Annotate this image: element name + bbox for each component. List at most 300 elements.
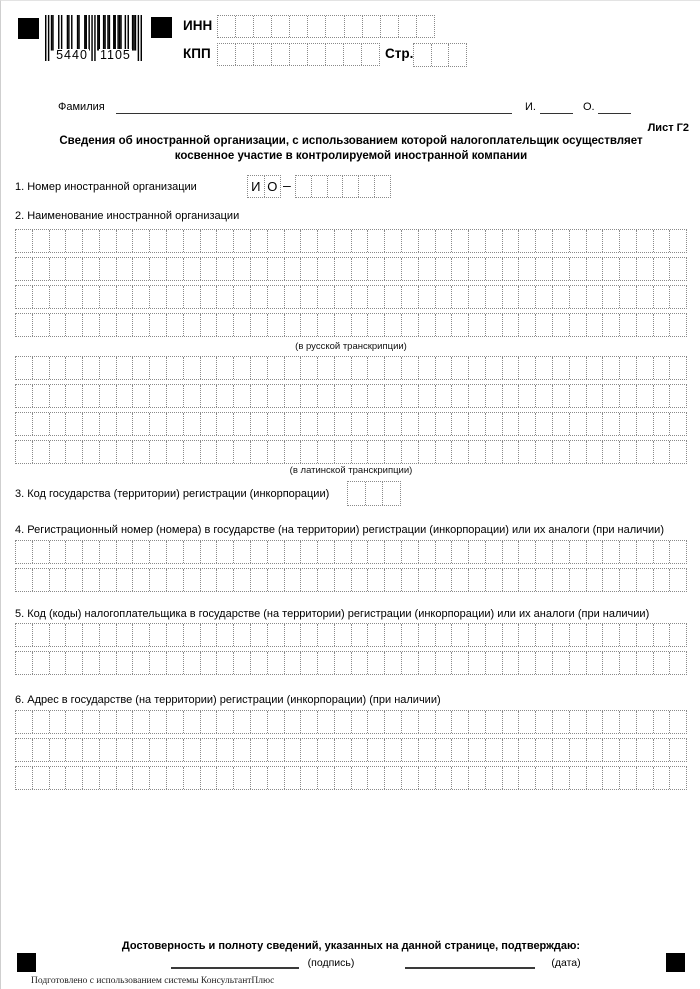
char-cell[interactable] <box>150 258 167 280</box>
char-cell[interactable] <box>570 767 587 789</box>
char-cell[interactable] <box>469 258 486 280</box>
char-cell[interactable] <box>452 230 469 252</box>
char-cell[interactable] <box>268 385 285 407</box>
char-cell[interactable] <box>335 624 352 646</box>
char-cell[interactable] <box>553 739 570 761</box>
char-cell[interactable] <box>352 739 369 761</box>
char-cell[interactable] <box>318 541 335 563</box>
char-cell[interactable] <box>570 258 587 280</box>
char-cell[interactable] <box>536 258 553 280</box>
char-cell[interactable] <box>326 16 344 37</box>
char-cell[interactable] <box>436 652 453 674</box>
char-cell[interactable] <box>519 652 536 674</box>
char-cell[interactable] <box>308 16 326 37</box>
char-cell[interactable] <box>570 711 587 733</box>
char-cell[interactable] <box>620 357 637 379</box>
char-cell[interactable] <box>637 541 654 563</box>
grid-row[interactable] <box>15 412 687 436</box>
char-cell[interactable] <box>402 357 419 379</box>
char-cell[interactable] <box>184 711 201 733</box>
char-cell[interactable] <box>335 258 352 280</box>
char-cell[interactable] <box>117 413 134 435</box>
char-cell[interactable] <box>133 652 150 674</box>
char-cell[interactable] <box>452 711 469 733</box>
char-cell[interactable] <box>167 711 184 733</box>
char-cell[interactable] <box>670 385 686 407</box>
char-cell[interactable] <box>335 441 352 463</box>
char-cell[interactable] <box>363 16 381 37</box>
char-cell[interactable] <box>150 569 167 591</box>
char-cell[interactable] <box>417 16 434 37</box>
char-cell[interactable] <box>352 314 369 336</box>
grid-row[interactable] <box>15 623 687 647</box>
char-cell[interactable] <box>285 569 302 591</box>
char-cell[interactable] <box>33 230 50 252</box>
char-cell[interactable] <box>268 711 285 733</box>
char-cell[interactable] <box>33 357 50 379</box>
char-cell[interactable] <box>167 413 184 435</box>
char-cell[interactable] <box>670 767 686 789</box>
char-cell[interactable] <box>150 385 167 407</box>
char-cell[interactable] <box>285 711 302 733</box>
char-cell[interactable] <box>33 314 50 336</box>
char-cell[interactable] <box>234 652 251 674</box>
char-cell[interactable] <box>318 413 335 435</box>
char-cell[interactable] <box>167 569 184 591</box>
char-cell[interactable] <box>83 541 100 563</box>
char-cell[interactable] <box>16 711 33 733</box>
char-cell[interactable] <box>66 739 83 761</box>
char-cell[interactable] <box>133 385 150 407</box>
char-cell[interactable] <box>133 569 150 591</box>
char-cell[interactable] <box>519 357 536 379</box>
char-cell[interactable] <box>402 230 419 252</box>
char-cell[interactable] <box>201 385 218 407</box>
char-cell[interactable] <box>251 357 268 379</box>
char-cell[interactable] <box>268 314 285 336</box>
char-cell[interactable] <box>335 230 352 252</box>
char-cell[interactable] <box>335 541 352 563</box>
char-cell[interactable] <box>519 711 536 733</box>
char-cell[interactable] <box>452 569 469 591</box>
char-cell[interactable] <box>362 44 379 65</box>
char-cell[interactable] <box>654 711 671 733</box>
char-cell[interactable] <box>344 44 362 65</box>
char-cell[interactable] <box>519 385 536 407</box>
char-cell[interactable] <box>236 44 254 65</box>
char-cell[interactable] <box>150 357 167 379</box>
char-cell[interactable] <box>519 569 536 591</box>
char-cell[interactable] <box>117 441 134 463</box>
char-cell[interactable] <box>553 767 570 789</box>
char-cell[interactable] <box>66 711 83 733</box>
char-cell[interactable] <box>452 385 469 407</box>
char-cell[interactable] <box>603 711 620 733</box>
char-cell[interactable] <box>452 258 469 280</box>
char-cell[interactable] <box>301 739 318 761</box>
grid-row[interactable] <box>15 356 687 380</box>
char-cell[interactable] <box>117 767 134 789</box>
char-cell[interactable] <box>301 711 318 733</box>
char-cell[interactable] <box>670 230 686 252</box>
char-cell[interactable] <box>385 739 402 761</box>
char-cell[interactable] <box>184 314 201 336</box>
char-cell[interactable] <box>486 569 503 591</box>
char-cell[interactable] <box>268 739 285 761</box>
char-cell[interactable] <box>133 624 150 646</box>
char-cell[interactable] <box>100 230 117 252</box>
char-cell[interactable] <box>469 314 486 336</box>
char-cell[interactable] <box>66 569 83 591</box>
char-cell[interactable] <box>486 258 503 280</box>
char-cell[interactable] <box>536 357 553 379</box>
char-cell[interactable] <box>385 541 402 563</box>
inn-field[interactable] <box>217 15 435 38</box>
char-cell[interactable] <box>503 441 520 463</box>
char-cell[interactable] <box>100 441 117 463</box>
char-cell[interactable] <box>234 314 251 336</box>
char-cell[interactable] <box>553 413 570 435</box>
char-cell[interactable] <box>83 357 100 379</box>
char-cell[interactable] <box>308 44 326 65</box>
char-cell[interactable] <box>503 541 520 563</box>
char-cell[interactable] <box>670 286 686 308</box>
char-cell[interactable] <box>402 441 419 463</box>
char-cell[interactable] <box>167 314 184 336</box>
char-cell[interactable] <box>432 44 450 66</box>
char-cell[interactable] <box>301 624 318 646</box>
char-cell[interactable] <box>587 711 604 733</box>
char-cell[interactable] <box>654 652 671 674</box>
char-cell[interactable] <box>570 624 587 646</box>
char-cell[interactable] <box>16 357 33 379</box>
char-cell[interactable] <box>251 569 268 591</box>
char-cell[interactable] <box>587 767 604 789</box>
char-cell[interactable] <box>587 385 604 407</box>
char-cell[interactable] <box>66 258 83 280</box>
char-cell[interactable] <box>167 357 184 379</box>
char-cell[interactable] <box>368 258 385 280</box>
char-cell[interactable] <box>620 767 637 789</box>
char-cell[interactable] <box>436 541 453 563</box>
char-cell[interactable] <box>368 569 385 591</box>
char-cell[interactable] <box>217 739 234 761</box>
char-cell[interactable] <box>66 767 83 789</box>
char-cell[interactable] <box>117 286 134 308</box>
char-cell[interactable] <box>217 624 234 646</box>
char-cell[interactable] <box>268 413 285 435</box>
char-cell[interactable] <box>234 441 251 463</box>
char-cell[interactable] <box>335 413 352 435</box>
char-cell[interactable] <box>251 314 268 336</box>
kpp-field[interactable] <box>217 43 380 66</box>
char-cell[interactable] <box>318 652 335 674</box>
char-cell[interactable] <box>436 711 453 733</box>
char-cell[interactable] <box>553 357 570 379</box>
char-cell[interactable] <box>419 286 436 308</box>
char-cell[interactable] <box>150 739 167 761</box>
taxpayer-code-grid[interactable] <box>15 623 687 679</box>
char-cell[interactable] <box>301 357 318 379</box>
char-cell[interactable] <box>66 441 83 463</box>
char-cell[interactable] <box>133 767 150 789</box>
char-cell[interactable] <box>368 314 385 336</box>
char-cell[interactable] <box>33 767 50 789</box>
char-cell[interactable] <box>352 286 369 308</box>
char-cell[interactable] <box>117 652 134 674</box>
page-number-field[interactable] <box>413 43 467 67</box>
char-cell[interactable] <box>33 739 50 761</box>
char-cell[interactable] <box>184 258 201 280</box>
char-cell[interactable] <box>603 413 620 435</box>
char-cell[interactable] <box>201 357 218 379</box>
char-cell[interactable] <box>570 314 587 336</box>
date-line[interactable] <box>405 967 535 969</box>
char-cell[interactable] <box>419 652 436 674</box>
char-cell[interactable] <box>670 739 686 761</box>
char-cell[interactable] <box>100 286 117 308</box>
char-cell[interactable] <box>236 16 254 37</box>
char-cell[interactable] <box>536 286 553 308</box>
char-cell[interactable] <box>503 767 520 789</box>
char-cell[interactable] <box>251 230 268 252</box>
char-cell[interactable] <box>66 413 83 435</box>
grid-row[interactable] <box>15 285 687 309</box>
char-cell[interactable] <box>436 230 453 252</box>
char-cell[interactable] <box>536 652 553 674</box>
char-cell[interactable] <box>654 441 671 463</box>
char-cell[interactable] <box>368 357 385 379</box>
char-cell[interactable] <box>66 541 83 563</box>
char-cell[interactable] <box>436 357 453 379</box>
char-cell[interactable] <box>326 44 344 65</box>
char-cell[interactable] <box>301 767 318 789</box>
char-cell[interactable] <box>66 314 83 336</box>
char-cell[interactable] <box>385 569 402 591</box>
char-cell[interactable] <box>436 569 453 591</box>
char-cell[interactable] <box>133 230 150 252</box>
char-cell[interactable] <box>368 541 385 563</box>
char-cell[interactable] <box>33 258 50 280</box>
char-cell[interactable] <box>167 258 184 280</box>
char-cell[interactable] <box>368 652 385 674</box>
char-cell[interactable] <box>486 652 503 674</box>
char-cell[interactable] <box>368 441 385 463</box>
char-cell[interactable] <box>503 258 520 280</box>
char-cell[interactable] <box>285 286 302 308</box>
char-cell[interactable] <box>66 652 83 674</box>
char-cell[interactable] <box>201 711 218 733</box>
char-cell[interactable] <box>343 176 359 197</box>
char-cell[interactable] <box>328 176 344 197</box>
char-cell[interactable] <box>100 711 117 733</box>
char-cell[interactable] <box>385 413 402 435</box>
char-cell[interactable] <box>201 767 218 789</box>
char-cell[interactable] <box>587 739 604 761</box>
char-cell[interactable] <box>33 541 50 563</box>
char-cell[interactable] <box>184 441 201 463</box>
char-cell[interactable] <box>587 441 604 463</box>
char-cell[interactable] <box>553 624 570 646</box>
char-cell[interactable] <box>452 286 469 308</box>
char-cell[interactable] <box>83 385 100 407</box>
char-cell[interactable] <box>251 413 268 435</box>
char-cell[interactable] <box>519 739 536 761</box>
char-cell[interactable] <box>670 441 686 463</box>
char-cell[interactable] <box>402 624 419 646</box>
char-cell[interactable] <box>16 624 33 646</box>
char-cell[interactable] <box>348 482 366 505</box>
char-cell[interactable] <box>285 624 302 646</box>
char-cell[interactable] <box>385 711 402 733</box>
char-cell[interactable] <box>486 357 503 379</box>
char-cell[interactable] <box>184 357 201 379</box>
char-cell[interactable] <box>318 441 335 463</box>
char-cell[interactable] <box>167 652 184 674</box>
char-cell[interactable] <box>234 624 251 646</box>
char-cell[interactable] <box>587 314 604 336</box>
char-cell[interactable] <box>83 569 100 591</box>
char-cell[interactable] <box>637 624 654 646</box>
char-cell[interactable] <box>620 385 637 407</box>
char-cell[interactable] <box>452 357 469 379</box>
char-cell[interactable] <box>620 624 637 646</box>
char-cell[interactable] <box>414 44 432 66</box>
char-cell[interactable] <box>503 569 520 591</box>
char-cell[interactable] <box>436 286 453 308</box>
char-cell[interactable] <box>234 230 251 252</box>
char-cell[interactable] <box>469 739 486 761</box>
char-cell[interactable] <box>318 385 335 407</box>
char-cell[interactable] <box>570 286 587 308</box>
char-cell[interactable] <box>133 357 150 379</box>
char-cell[interactable] <box>234 739 251 761</box>
char-cell[interactable] <box>402 286 419 308</box>
char-cell[interactable] <box>251 624 268 646</box>
char-cell[interactable] <box>670 652 686 674</box>
char-cell[interactable] <box>670 258 686 280</box>
char-cell[interactable] <box>167 441 184 463</box>
char-cell[interactable] <box>167 286 184 308</box>
char-cell[interactable] <box>587 652 604 674</box>
country-code-field[interactable] <box>347 481 401 506</box>
char-cell[interactable] <box>301 652 318 674</box>
char-cell[interactable] <box>50 541 67 563</box>
char-cell[interactable] <box>117 385 134 407</box>
char-cell[interactable] <box>100 624 117 646</box>
char-cell[interactable] <box>33 441 50 463</box>
char-cell[interactable] <box>201 441 218 463</box>
char-cell[interactable] <box>587 357 604 379</box>
char-cell[interactable] <box>201 258 218 280</box>
char-cell[interactable] <box>402 385 419 407</box>
char-cell[interactable] <box>553 230 570 252</box>
char-cell[interactable] <box>452 314 469 336</box>
char-cell[interactable] <box>50 569 67 591</box>
char-cell[interactable] <box>318 258 335 280</box>
char-cell[interactable] <box>133 711 150 733</box>
char-cell[interactable] <box>318 569 335 591</box>
char-cell[interactable] <box>469 230 486 252</box>
char-cell[interactable] <box>117 569 134 591</box>
grid-row[interactable] <box>15 440 687 464</box>
char-cell[interactable] <box>251 739 268 761</box>
char-cell[interactable] <box>133 413 150 435</box>
char-cell[interactable] <box>251 385 268 407</box>
char-cell[interactable] <box>251 541 268 563</box>
char-cell[interactable] <box>83 286 100 308</box>
char-cell[interactable] <box>335 739 352 761</box>
char-cell[interactable] <box>201 286 218 308</box>
char-cell[interactable] <box>637 652 654 674</box>
char-cell[interactable] <box>620 286 637 308</box>
char-cell[interactable] <box>637 441 654 463</box>
char-cell[interactable] <box>419 767 436 789</box>
char-cell[interactable] <box>419 739 436 761</box>
char-cell[interactable] <box>16 441 33 463</box>
char-cell[interactable] <box>50 258 67 280</box>
char-cell[interactable] <box>100 258 117 280</box>
grid-row[interactable] <box>15 229 687 253</box>
char-cell[interactable] <box>217 711 234 733</box>
char-cell[interactable] <box>469 767 486 789</box>
char-cell[interactable] <box>16 541 33 563</box>
char-cell[interactable] <box>452 541 469 563</box>
char-cell[interactable] <box>553 258 570 280</box>
char-cell[interactable] <box>335 385 352 407</box>
char-cell[interactable] <box>381 16 399 37</box>
char-cell[interactable] <box>117 258 134 280</box>
char-cell[interactable] <box>637 314 654 336</box>
grid-row[interactable] <box>15 651 687 675</box>
char-cell[interactable] <box>117 624 134 646</box>
char-cell[interactable] <box>335 357 352 379</box>
char-cell[interactable] <box>637 357 654 379</box>
char-cell[interactable] <box>117 711 134 733</box>
char-cell[interactable] <box>637 413 654 435</box>
char-cell[interactable] <box>486 413 503 435</box>
char-cell[interactable] <box>285 739 302 761</box>
char-cell[interactable] <box>66 624 83 646</box>
char-cell[interactable] <box>654 385 671 407</box>
char-cell[interactable] <box>620 314 637 336</box>
char-cell[interactable] <box>352 652 369 674</box>
char-cell[interactable] <box>670 569 686 591</box>
char-cell[interactable] <box>133 739 150 761</box>
char-cell[interactable] <box>83 652 100 674</box>
char-cell[interactable] <box>603 385 620 407</box>
char-cell[interactable] <box>335 652 352 674</box>
char-cell[interactable] <box>402 767 419 789</box>
char-cell[interactable] <box>285 258 302 280</box>
char-cell[interactable] <box>285 767 302 789</box>
char-cell[interactable] <box>603 739 620 761</box>
char-cell[interactable] <box>201 314 218 336</box>
char-cell[interactable] <box>201 541 218 563</box>
char-cell[interactable] <box>654 767 671 789</box>
char-cell[interactable] <box>117 357 134 379</box>
char-cell[interactable] <box>654 413 671 435</box>
char-cell[interactable] <box>366 482 384 505</box>
char-cell[interactable] <box>150 541 167 563</box>
char-cell[interactable] <box>419 314 436 336</box>
char-cell[interactable] <box>83 739 100 761</box>
char-cell[interactable] <box>402 569 419 591</box>
char-cell[interactable] <box>254 44 272 65</box>
char-cell[interactable] <box>234 357 251 379</box>
char-cell[interactable] <box>312 176 328 197</box>
char-cell[interactable] <box>16 314 33 336</box>
